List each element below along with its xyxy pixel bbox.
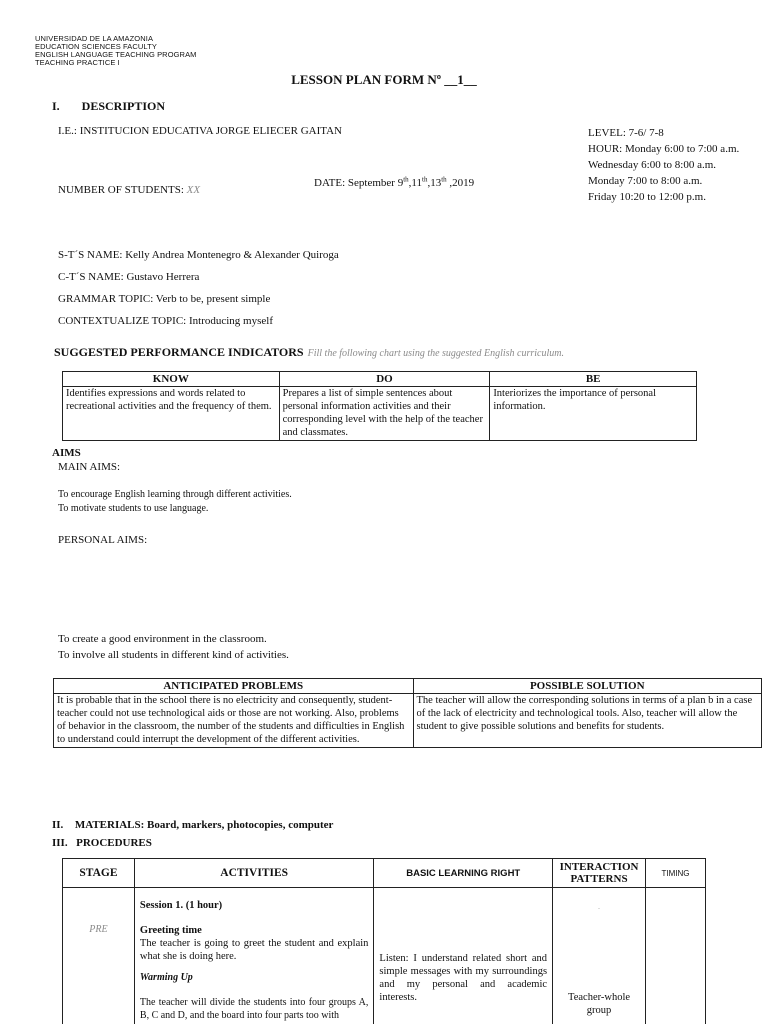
do-cell: Prepares a list of simple sentences about personal information activities and their corresponding level with the help of the teacher and classmates.	[279, 387, 490, 441]
table-header-row	[63, 859, 706, 888]
timing-cell	[646, 888, 706, 1024]
materials-heading	[52, 819, 333, 831]
indicators-hint: Fill the following chart using the suggested English curriculum.	[307, 348, 564, 359]
column-header-do: DO	[279, 372, 490, 387]
date-part: ,11	[408, 177, 422, 189]
students-value: XX	[186, 184, 201, 196]
session-label: Session 1. (1 hour)	[139, 900, 223, 911]
column-header-blr: BASIC LEARNING RIGHT	[374, 859, 553, 888]
table-row	[54, 694, 762, 748]
activities-cell	[134, 888, 374, 1024]
column-header-timing: TIMING	[646, 859, 706, 888]
warming-text: The teacher will divide the students into four groups A, B, C and D, and the board into four parts too with	[139, 997, 369, 1021]
date-prefix: DATE: September 9	[314, 177, 404, 189]
indicators-title: SUGGESTED PERFORMANCE INDICATORS	[54, 345, 304, 359]
school-name: I.E.: INSTITUCION EDUCATIVA JORGE ELIECER GAITAN	[58, 125, 342, 137]
list-item: To encourage English learning through different activities.	[58, 489, 292, 500]
personal-aims-label: PERSONAL AIMS:	[58, 534, 148, 546]
hour-line: HOUR: Monday 6:00 to 7:00 a.m.	[588, 143, 740, 155]
section-numeral: III.	[52, 837, 68, 849]
table-row	[63, 888, 706, 1024]
procedures-table	[62, 858, 706, 1024]
problems-table	[53, 678, 762, 748]
section-description-heading	[52, 99, 165, 114]
be-cell: Interiorizes the importance of personal information.	[490, 387, 697, 441]
greeting-title: Greeting time	[139, 925, 202, 936]
problems-cell: It is probable that in the school there is no electricity and consequently, student-teacher could not use technological aids or those are not working. Also, problems of behavior in the classroom, the number of the students and difficulties in English to understand could interrupt the development of the different activities.	[54, 694, 414, 748]
context-topic: CONTEXTUALIZE TOPIC: Introducing myself	[58, 315, 273, 327]
interaction-text: Teacher-whole group	[568, 992, 631, 1016]
interaction-cell	[553, 888, 646, 1024]
list-item: To involve all students in different kind of activities.	[58, 649, 289, 661]
personal-aims-list	[58, 631, 289, 663]
schedule-block	[588, 125, 739, 205]
number-of-students	[58, 184, 200, 196]
greeting-text: The teacher is going to greet the student and explain what she is doing here.	[139, 938, 369, 962]
procedures-title: PROCEDURES	[76, 837, 152, 849]
date	[314, 177, 474, 189]
main-aims-label: MAIN AIMS:	[58, 461, 121, 473]
know-cell: Identifies expressions and words related to recreational activities and the frequency of them.	[63, 387, 280, 441]
materials-text: MATERIALS: Board, markers, photocopies, computer	[74, 819, 334, 831]
cooperating-teacher-name: C-T´S NAME: Gustavo Herrera	[58, 271, 200, 283]
stage-label: PRE	[89, 923, 108, 935]
table-header-row	[63, 372, 697, 387]
procedures-table-wrapper	[62, 858, 706, 1024]
page-title	[0, 72, 768, 88]
header-line: UNIVERSIDAD DE LA AMAZONIA	[35, 34, 154, 43]
column-header-know: KNOW	[63, 372, 280, 387]
column-header-interaction: INTERACTION PATTERNS	[553, 859, 646, 888]
header-line: TEACHING PRACTICE I	[35, 58, 120, 67]
section-numeral: I.	[52, 99, 60, 113]
dot-marker: .	[598, 902, 601, 911]
column-header-activities: ACTIVITIES	[134, 859, 374, 888]
date-sup: th	[422, 175, 428, 184]
institution-header	[35, 35, 197, 67]
date-suffix: ,2019	[446, 177, 475, 189]
table-row	[63, 387, 697, 441]
list-item: To motivate students to use language.	[58, 503, 209, 514]
form-title: LESSON PLAN FORM Nº	[291, 72, 442, 87]
column-header-problems: ANTICIPATED PROBLEMS	[54, 679, 414, 694]
indicators-table	[62, 371, 697, 441]
date-part: ,13	[427, 177, 442, 189]
column-header-stage: STAGE	[63, 859, 135, 888]
header-line: ENGLISH LANGUAGE TEACHING PROGRAM	[35, 50, 197, 59]
header-line: EDUCATION SCIENCES FACULTY	[35, 42, 157, 51]
date-sup: th	[441, 175, 447, 184]
grammar-topic: GRAMMAR TOPIC: Verb to be, present simple	[58, 293, 271, 305]
main-aims-list	[58, 488, 292, 516]
students-label: NUMBER OF STUDENTS:	[58, 184, 184, 196]
lesson-info	[58, 244, 339, 332]
table-header-row	[54, 679, 762, 694]
date-sup: th	[403, 175, 409, 184]
procedures-heading	[52, 837, 152, 849]
warming-title: Warming Up	[139, 972, 193, 983]
blr-cell: Listen: I understand related short and simple messages with my surroundings and my personal and academic interests.	[374, 888, 553, 1024]
list-item: To create a good environment in the classroom.	[58, 633, 267, 645]
column-header-be: BE	[490, 372, 697, 387]
section-numeral: II.	[52, 819, 64, 831]
hour-line: Friday 10:20 to 12:00 p.m.	[588, 191, 706, 203]
hour-line: Monday 7:00 to 8:00 a.m.	[588, 175, 703, 187]
hour-line: Wednesday 6:00 to 8:00 a.m.	[588, 159, 717, 171]
stage-cell	[63, 888, 135, 1024]
form-number: __1__	[444, 72, 477, 87]
indicators-heading	[54, 343, 564, 361]
aims-title: AIMS	[52, 447, 81, 459]
level: LEVEL: 7-6/ 7-8	[588, 127, 664, 139]
solution-cell: The teacher will allow the corresponding solutions in terms of a plan b in a case of the lack of electricity and technological tools. Also, teacher will allow the student to give possible solutions and benefits for students.	[413, 694, 762, 748]
column-header-solution: POSSIBLE SOLUTION	[413, 679, 762, 694]
student-teacher-names: S-T´S NAME: Kelly Andrea Montenegro & Alexander Quiroga	[58, 249, 339, 261]
section-title: DESCRIPTION	[81, 99, 166, 113]
